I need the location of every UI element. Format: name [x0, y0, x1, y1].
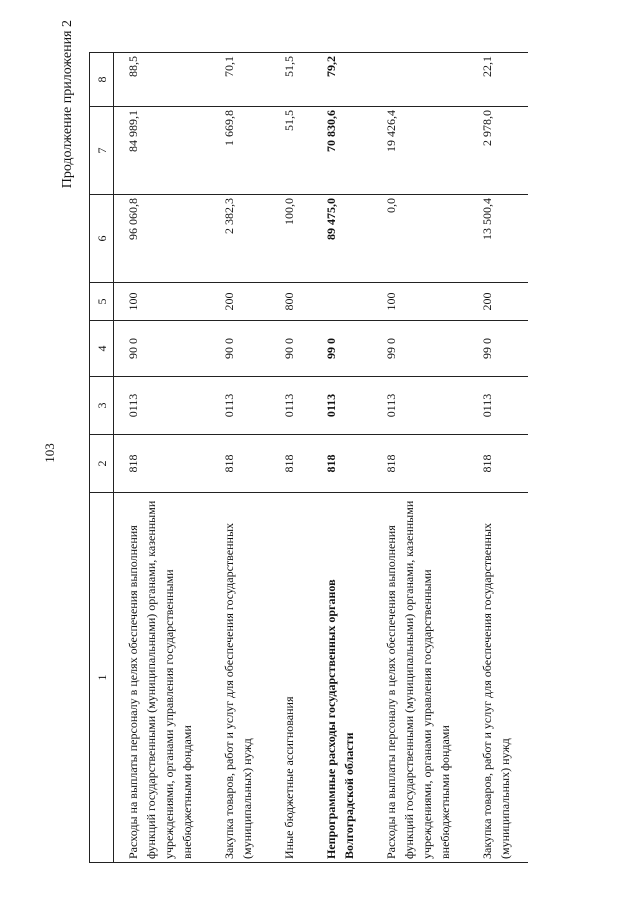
row-ministry-code: 818: [270, 435, 312, 493]
header-col-8: 8: [90, 53, 114, 107]
row-ministry-code: 818: [210, 435, 270, 493]
header-col-2: 2: [90, 435, 114, 493]
row-section-code: 0113: [312, 377, 372, 435]
row-executed: 70 830,6: [312, 107, 372, 195]
table-row-subtotal: [312, 53, 372, 863]
row-percent: 70,1: [210, 53, 270, 107]
row-name: Закупка товаров, работ и услуг для обеспечения государственных (муниципальных) нужд: [210, 493, 270, 863]
header-col-6: 6: [90, 195, 114, 283]
row-ministry-code: 818: [372, 435, 468, 493]
row-target-code: 90 0: [210, 321, 270, 377]
row-planned: 89 475,0: [312, 195, 372, 283]
row-percent: 79,2: [312, 53, 372, 107]
table-row: [210, 53, 270, 863]
table-row: [372, 53, 468, 863]
budget-table: [89, 52, 528, 863]
header-col-1: 1: [90, 493, 114, 863]
row-ministry-code: 818: [114, 435, 211, 493]
row-expense-type: 100: [372, 283, 468, 321]
row-percent: [372, 53, 468, 107]
row-expense-type: 800: [270, 283, 312, 321]
row-expense-type: 100: [114, 283, 211, 321]
header-col-4: 4: [90, 321, 114, 377]
row-name: Иные бюджетные ассигнования: [270, 493, 312, 863]
row-section-code: 0113: [372, 377, 468, 435]
row-planned: 96 060,8: [114, 195, 211, 283]
row-name: Непрограммные расходы государственных органов Волгоградской области: [312, 493, 372, 863]
header-col-7: 7: [90, 107, 114, 195]
row-target-code: 90 0: [270, 321, 312, 377]
header-col-5: 5: [90, 283, 114, 321]
row-executed: 2 978,0: [468, 107, 528, 195]
continuation-label: Продолжение приложения 2: [60, 20, 75, 189]
row-planned: 0,0: [372, 195, 468, 283]
page-number: 103: [42, 443, 57, 463]
table-row: [468, 53, 528, 863]
row-executed: 51,5: [270, 107, 312, 195]
row-executed: 1 669,8: [210, 107, 270, 195]
row-percent: 88,5: [114, 53, 211, 107]
row-expense-type: [312, 283, 372, 321]
row-planned: 100,0: [270, 195, 312, 283]
row-executed: 19 426,4: [372, 107, 468, 195]
row-name: Расходы на выплаты персоналу в целях обеспечения выполнения функций государственными (муниципальными) органами, казенными учреждениями, органами управления государственными внебюджетными фондами: [114, 493, 211, 863]
row-section-code: 0113: [270, 377, 312, 435]
row-ministry-code: 818: [468, 435, 528, 493]
row-expense-type: 200: [210, 283, 270, 321]
row-target-code: 90 0: [114, 321, 211, 377]
row-target-code: 99 0: [468, 321, 528, 377]
row-section-code: 0113: [114, 377, 211, 435]
row-ministry-code: 818: [312, 435, 372, 493]
header-col-3: 3: [90, 377, 114, 435]
row-percent: 51,5: [270, 53, 312, 107]
row-executed: 84 989,1: [114, 107, 211, 195]
row-name: Расходы на выплаты персоналу в целях обеспечения выполнения функций государственными (муниципальными) органами, казенными учреждениями, органами управления государственными внебюджетными фондами: [372, 493, 468, 863]
row-percent: 22,1: [468, 53, 528, 107]
header-row: [90, 53, 114, 863]
row-planned: 2 382,3: [210, 195, 270, 283]
row-expense-type: 200: [468, 283, 528, 321]
row-section-code: 0113: [210, 377, 270, 435]
table-row: [114, 53, 211, 863]
row-target-code: 99 0: [372, 321, 468, 377]
row-target-code: 99 0: [312, 321, 372, 377]
row-planned: 13 500,4: [468, 195, 528, 283]
row-name: Закупка товаров, работ и услуг для обеспечения государственных (муниципальных) нужд: [468, 493, 528, 863]
row-section-code: 0113: [468, 377, 528, 435]
table-row: [270, 53, 312, 863]
